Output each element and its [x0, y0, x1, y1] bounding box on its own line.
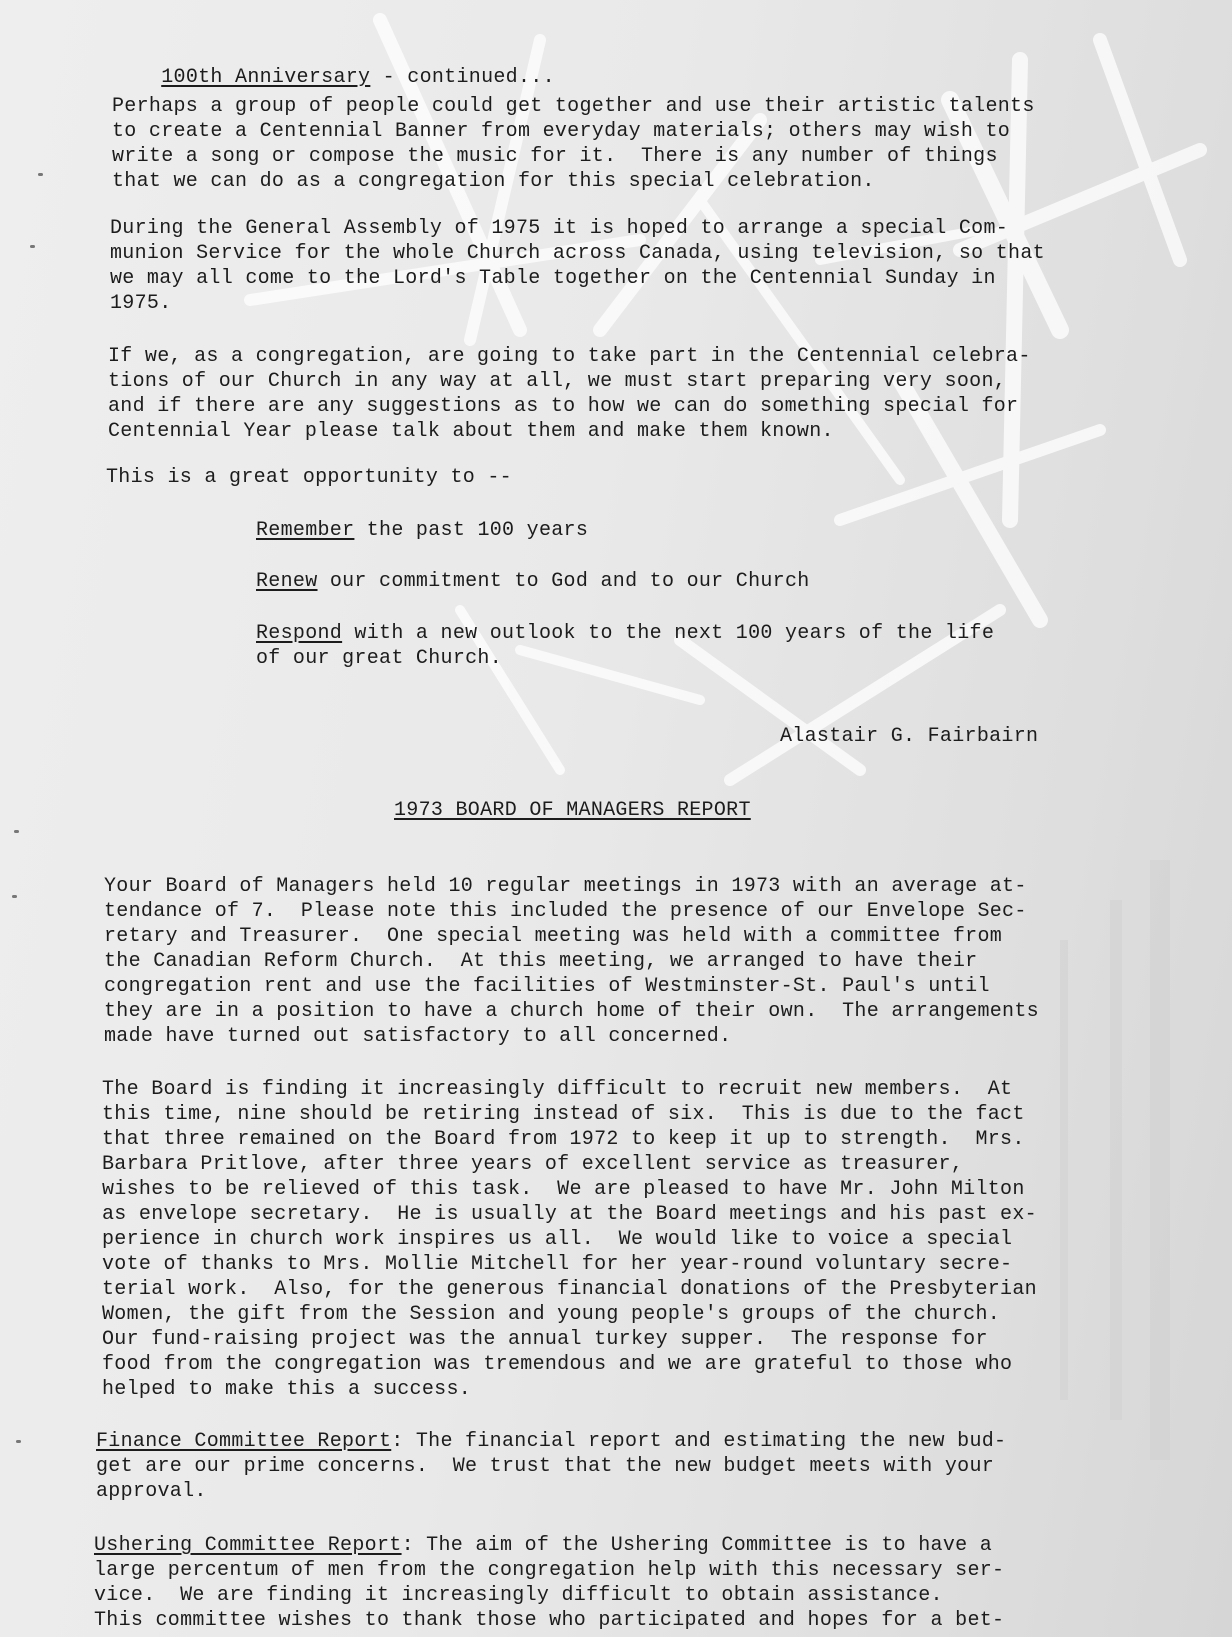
paragraph-line: to create a Centennial Banner from everyday materials; others may wish to	[112, 120, 1011, 143]
opportunity-item: Remember the past 100 years	[256, 519, 589, 542]
report-line: retary and Treasurer. One special meeting was held with a committee from	[104, 925, 1003, 948]
report-line: vote of thanks to Mrs. Mollie Mitchell for her year-round voluntary secre-	[102, 1253, 1013, 1276]
report-line: Our fund-raising project was the annual turkey supper. The response for	[102, 1328, 988, 1351]
finance-committee-first-line: Finance Committee Report: The financial report and estimating the new bud-	[96, 1430, 1007, 1453]
opportunity-keyword: Remember	[256, 519, 355, 542]
opportunity-item-continued: of our great Church.	[256, 647, 503, 670]
paragraph-line: Perhaps a group of people could get together and use their artistic talents	[112, 95, 1035, 118]
paragraph-line: and if there are any suggestions as to how we can do something special for	[108, 395, 1019, 418]
report-line: this time, nine should be retiring instead of six. This is due to the fact	[102, 1103, 1025, 1126]
margin-mark	[12, 895, 17, 898]
report-line: large percentum of men from the congregation help with this necessary ser-	[94, 1559, 1005, 1582]
report-line: they are in a position to have a church home of their own. The arrangements	[104, 1000, 1039, 1023]
margin-mark	[30, 245, 35, 248]
report-line: Your Board of Managers held 10 regular meetings in 1973 with an average at-	[104, 875, 1027, 898]
opportunity-intro: This is a great opportunity to --	[106, 466, 512, 489]
report-line: made have turned out satisfactory to all concerned.	[104, 1025, 732, 1048]
report-title: 1973 BOARD OF MANAGERS REPORT	[394, 799, 751, 822]
opportunity-keyword: Respond	[256, 622, 343, 645]
report-line: food from the congregation was tremendous and we are grateful to those who	[102, 1353, 1013, 1376]
report-line: Women, the gift from the Session and young people's groups of the church.	[102, 1303, 1001, 1326]
report-line: that three remained on the Board from 1972 to keep it up to strength. Mrs.	[102, 1128, 1025, 1151]
margin-mark	[16, 1440, 21, 1443]
report-line: vice. We are finding it increasingly difficult to obtain assistance.	[94, 1584, 943, 1607]
paragraph-line: During the General Assembly of 1975 it is hoped to arrange a special Com-	[110, 217, 1009, 240]
ushering-committee-first-line: Ushering Committee Report: The aim of the Ushering Committee is to have a	[94, 1534, 993, 1557]
paragraph-line: write a song or compose the music for it. There is any number of things	[112, 145, 998, 168]
margin-mark	[38, 173, 43, 176]
report-line: congregation rent and use the facilities of Westminster-St. Paul's until	[104, 975, 990, 998]
report-line: perience in church work inspires us all. We would like to voice a special	[102, 1228, 1013, 1251]
report-line: get are our prime concerns. We trust that the new budget meets with your	[96, 1455, 995, 1478]
report-line: terial work. Also, for the generous financial donations of the Presbyterian	[102, 1278, 1037, 1301]
report-line: the Canadian Reform Church. At this meeting, we arranged to have their	[104, 950, 978, 973]
report-line: This committee wishes to thank those who participated and hopes for a bet-	[94, 1609, 1005, 1632]
report-line: Barbara Pritlove, after three years of excellent service as treasurer,	[102, 1153, 964, 1176]
paragraph-line: 1975.	[110, 292, 172, 315]
report-line: as envelope secretary. He is usually at the Board meetings and his past ex-	[102, 1203, 1037, 1226]
opportunity-item: Respond with a new outlook to the next 100 years of the life	[256, 622, 995, 645]
ushering-committee-heading: Ushering Committee Report	[94, 1534, 402, 1557]
paragraph-line: If we, as a congregation, are going to take part in the Centennial celebra-	[108, 345, 1031, 368]
margin-mark	[14, 830, 19, 833]
paragraph-line: we may all come to the Lord's Table together on the Centennial Sunday in	[110, 267, 996, 290]
opportunity-keyword: Renew	[256, 570, 318, 593]
opportunity-item: Renew our commitment to God and to our Church	[256, 570, 810, 593]
continued-suffix: - continued...	[370, 66, 555, 89]
signature: Alastair G. Fairbairn	[780, 725, 1039, 748]
paragraph-line: munion Service for the whole Church across Canada, using television, so that	[110, 242, 1045, 265]
report-line: The Board is finding it increasingly difficult to recruit new members. At	[102, 1078, 1013, 1101]
finance-committee-heading: Finance Committee Report	[96, 1430, 392, 1453]
report-line: helped to make this a success.	[102, 1378, 472, 1401]
report-line: wishes to be relieved of this task. We are pleased to have Mr. John Milton	[102, 1178, 1025, 1201]
report-line: tendance of 7. Please note this included the presence of our Envelope Sec-	[104, 900, 1027, 923]
paragraph-line: tions of our Church in any way at all, we must start preparing very soon,	[108, 370, 1007, 393]
section-title: 100th Anniversary	[161, 66, 371, 89]
paragraph-line: Centennial Year please talk about them and make them known.	[108, 420, 834, 443]
report-line: approval.	[96, 1480, 207, 1503]
paragraph-line: that we can do as a congregation for this special celebration.	[112, 170, 875, 193]
